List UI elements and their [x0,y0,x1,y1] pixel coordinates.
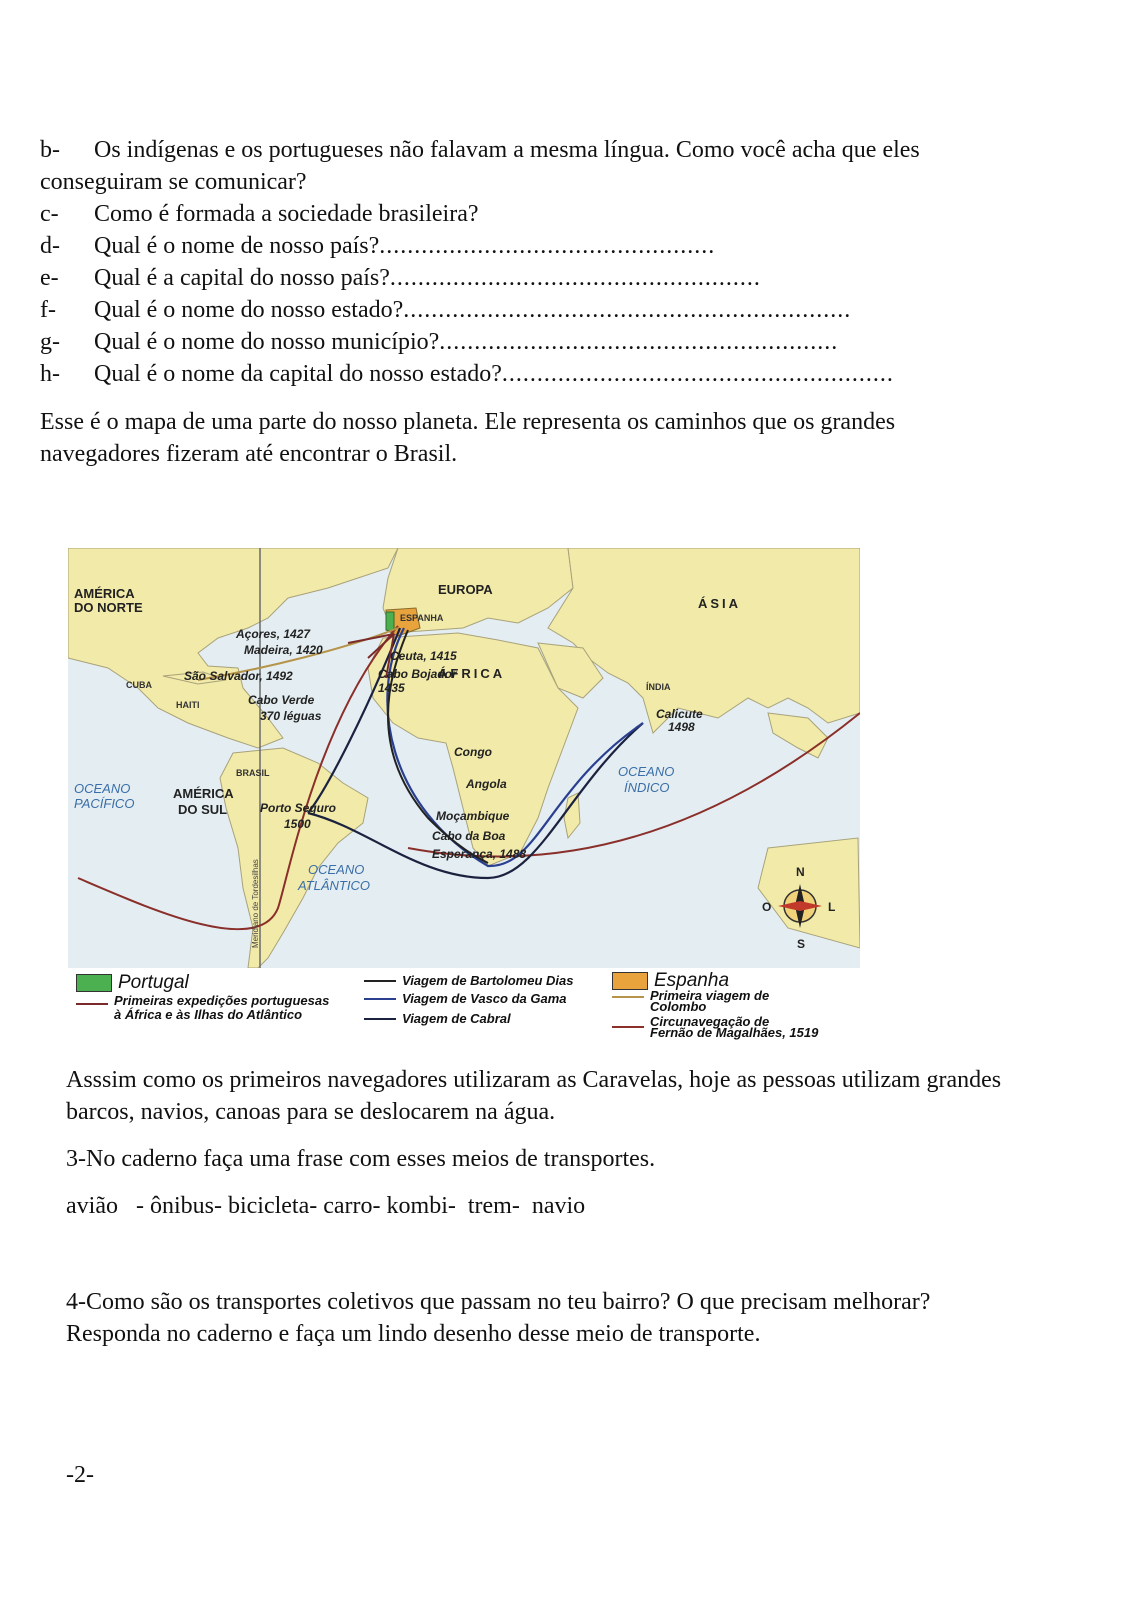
answer-blank: ........................................................ [501,361,894,387]
question-4-line-2: Responda no caderno e faça um lindo desenho desse meio de transporte. [66,1321,761,1347]
label-sao-salvador: São Salvador, 1492 [184,669,293,683]
question-h [40,358,1040,390]
map-intro-text: Esse é o mapa de uma parte do nosso planeta. Ele representa os caminhos que os grandes navegadores fizeram até encontrar o Brasil. [40,409,896,467]
legend-espanha-swatch [612,972,648,990]
compass-n: N [796,865,805,879]
label-leguas: 370 léguas [260,709,322,723]
answer-blank: ......................................................... [439,329,839,355]
label-acores: Açores, 1427 [236,627,311,641]
question-label: e- [40,265,59,291]
question-e [40,262,1040,294]
legend-colombo-label-2: Colombo [650,999,707,1014]
label-porto-seguro-ano: 1500 [284,817,311,831]
question-f [40,294,1040,326]
label-angola: Angola [466,777,507,791]
legend-dias [364,974,573,988]
legend-magalhaes-line [612,1026,644,1028]
legend-vasco-label: Viagem de Vasco da Gama [402,991,567,1006]
label-asia: ÁSIA [698,596,742,611]
label-oceano-pacifico-1: OCEANO [74,781,131,796]
legend-primeiras [76,994,329,1022]
page-number: -2- [66,1462,94,1488]
legend-cabral [364,1012,511,1026]
question-b [40,134,1040,198]
label-cabo-verde: Cabo Verde [248,693,315,707]
label-cabo-boa-1: Cabo da Boa [432,829,506,843]
label-america-norte-1: AMÉRICA [74,586,135,601]
legend-cabral-line [364,1018,396,1020]
caravelas-paragraph: Asssim como os primeiros navegadores utilizaram as Caravelas, hoje as pessoas utilizam grandes barcos, navios, canoas para se deslocarem na água. [66,1067,1002,1125]
question-g [40,326,1040,358]
legend-dias-label: Viagem de Bartolomeu Dias [402,973,574,988]
legend-dias-line [364,980,396,982]
label-oceano-indico-1: OCEANO [618,764,675,779]
label-oceano-atlantico-2: ATLÂNTICO [298,878,370,893]
map-legend [68,968,868,1048]
label-oceano-atlantico-1: OCEANO [308,862,365,877]
label-oceano-indico-2: ÍNDICO [624,780,670,795]
legend-magalhaes-label-1: Circunavegação de [650,1014,770,1029]
label-cabo-bojador: Cabo Bojador [378,667,457,681]
legend-portugal [76,972,189,994]
legend-portugal-label: Portugal [118,972,189,993]
label-india: ÍNDIA [646,682,671,692]
legend-espanha-label: Espanha [654,970,730,991]
label-espanha: ESPANHA [400,613,444,623]
question-4-line-1: 4-Como são os transportes coletivos que passam no teu bairro? O que precisam melhorar? [66,1289,931,1315]
question-text: Qual é o nome do nosso estado? [94,297,404,323]
answer-blank: ................................................ [379,233,716,259]
legend-portugal-swatch [76,974,112,992]
question-d [40,230,1040,262]
label-america-sul-2: DO SUL [178,802,228,817]
label-america-norte-2: DO NORTE [74,600,143,615]
label-america-sul-1: AMÉRICA [173,786,234,801]
legend-primeiras-line [76,1003,108,1005]
question-text: Qual é o nome da capital do nosso estado? [94,361,502,387]
question-label: c- [40,201,59,227]
legend-colombo [612,990,769,1012]
legend-colombo-line [612,996,644,998]
label-mocambique: Moçambique [436,809,510,823]
legend-primeiras-label-1: Primeiras expedições portuguesas [114,993,330,1008]
answer-blank: ................................................................ [403,297,852,323]
question-text: Qual é o nome de nosso país? [94,233,380,259]
question-text-continued: conseguiram se comunicar? [40,169,307,195]
label-haiti: HAITI [176,700,200,710]
label-oceano-pacifico-2: PACÍFICO [74,796,135,811]
question-label: h- [40,361,60,387]
legend-vasco [364,992,567,1006]
legend-colombo-label-1: Primeira viagem de [650,988,770,1003]
question-text: Qual é o nome do nosso município? [94,329,440,355]
compass-o: O [762,900,772,914]
legend-primeiras-label-2: à África e às Ilhas do Atlântico [114,1007,303,1022]
question-label: b- [40,137,60,163]
question-label: g- [40,329,60,355]
question-text: Como é formada a sociedade brasileira? [94,201,479,227]
question-label: f- [40,297,56,323]
label-calicute-ano: 1498 [668,720,695,734]
legend-magalhaes-label-2: Fernão de Magalhães, 1519 [650,1025,819,1040]
compass-s: S [797,937,806,951]
label-cabo-boa-2: Esperança, 1488 [432,847,527,861]
label-cuba: CUBA [126,680,152,690]
question-text: Os indígenas e os portugueses não falavam a mesma língua. Como você acha que eles [94,137,920,163]
legend-magalhaes [612,1016,818,1038]
question-3: 3-No caderno faça uma frase com esses meios de transportes. [66,1146,656,1172]
label-brasil: BRASIL [236,768,270,778]
legend-cabral-label: Viagem de Cabral [402,1011,511,1026]
label-ceuta: Ceuta, 1415 [390,649,457,663]
label-cabo-bojador-ano: 1435 [378,681,405,695]
label-calicute: Calicute [656,707,703,721]
label-tordesilhas: Meridiano de Tordesilhas [251,859,260,948]
label-madeira: Madeira, 1420 [244,643,323,657]
label-congo: Congo [454,745,492,759]
legend-vasco-line [364,998,396,1000]
navigation-map [68,548,860,968]
question-label: d- [40,233,60,259]
compass-l: L [828,900,836,914]
answer-blank: ..................................................... [389,265,761,291]
label-porto-seguro: Porto Seguro [260,801,337,815]
transport-list: avião - ônibus- bicicleta- carro- kombi- trem- navio [66,1193,586,1219]
question-text: Qual é a capital do nosso país? [94,265,390,291]
question-c [40,198,1040,230]
label-europa: EUROPA [438,582,493,597]
label-africa: ÁFRICA [438,666,506,681]
